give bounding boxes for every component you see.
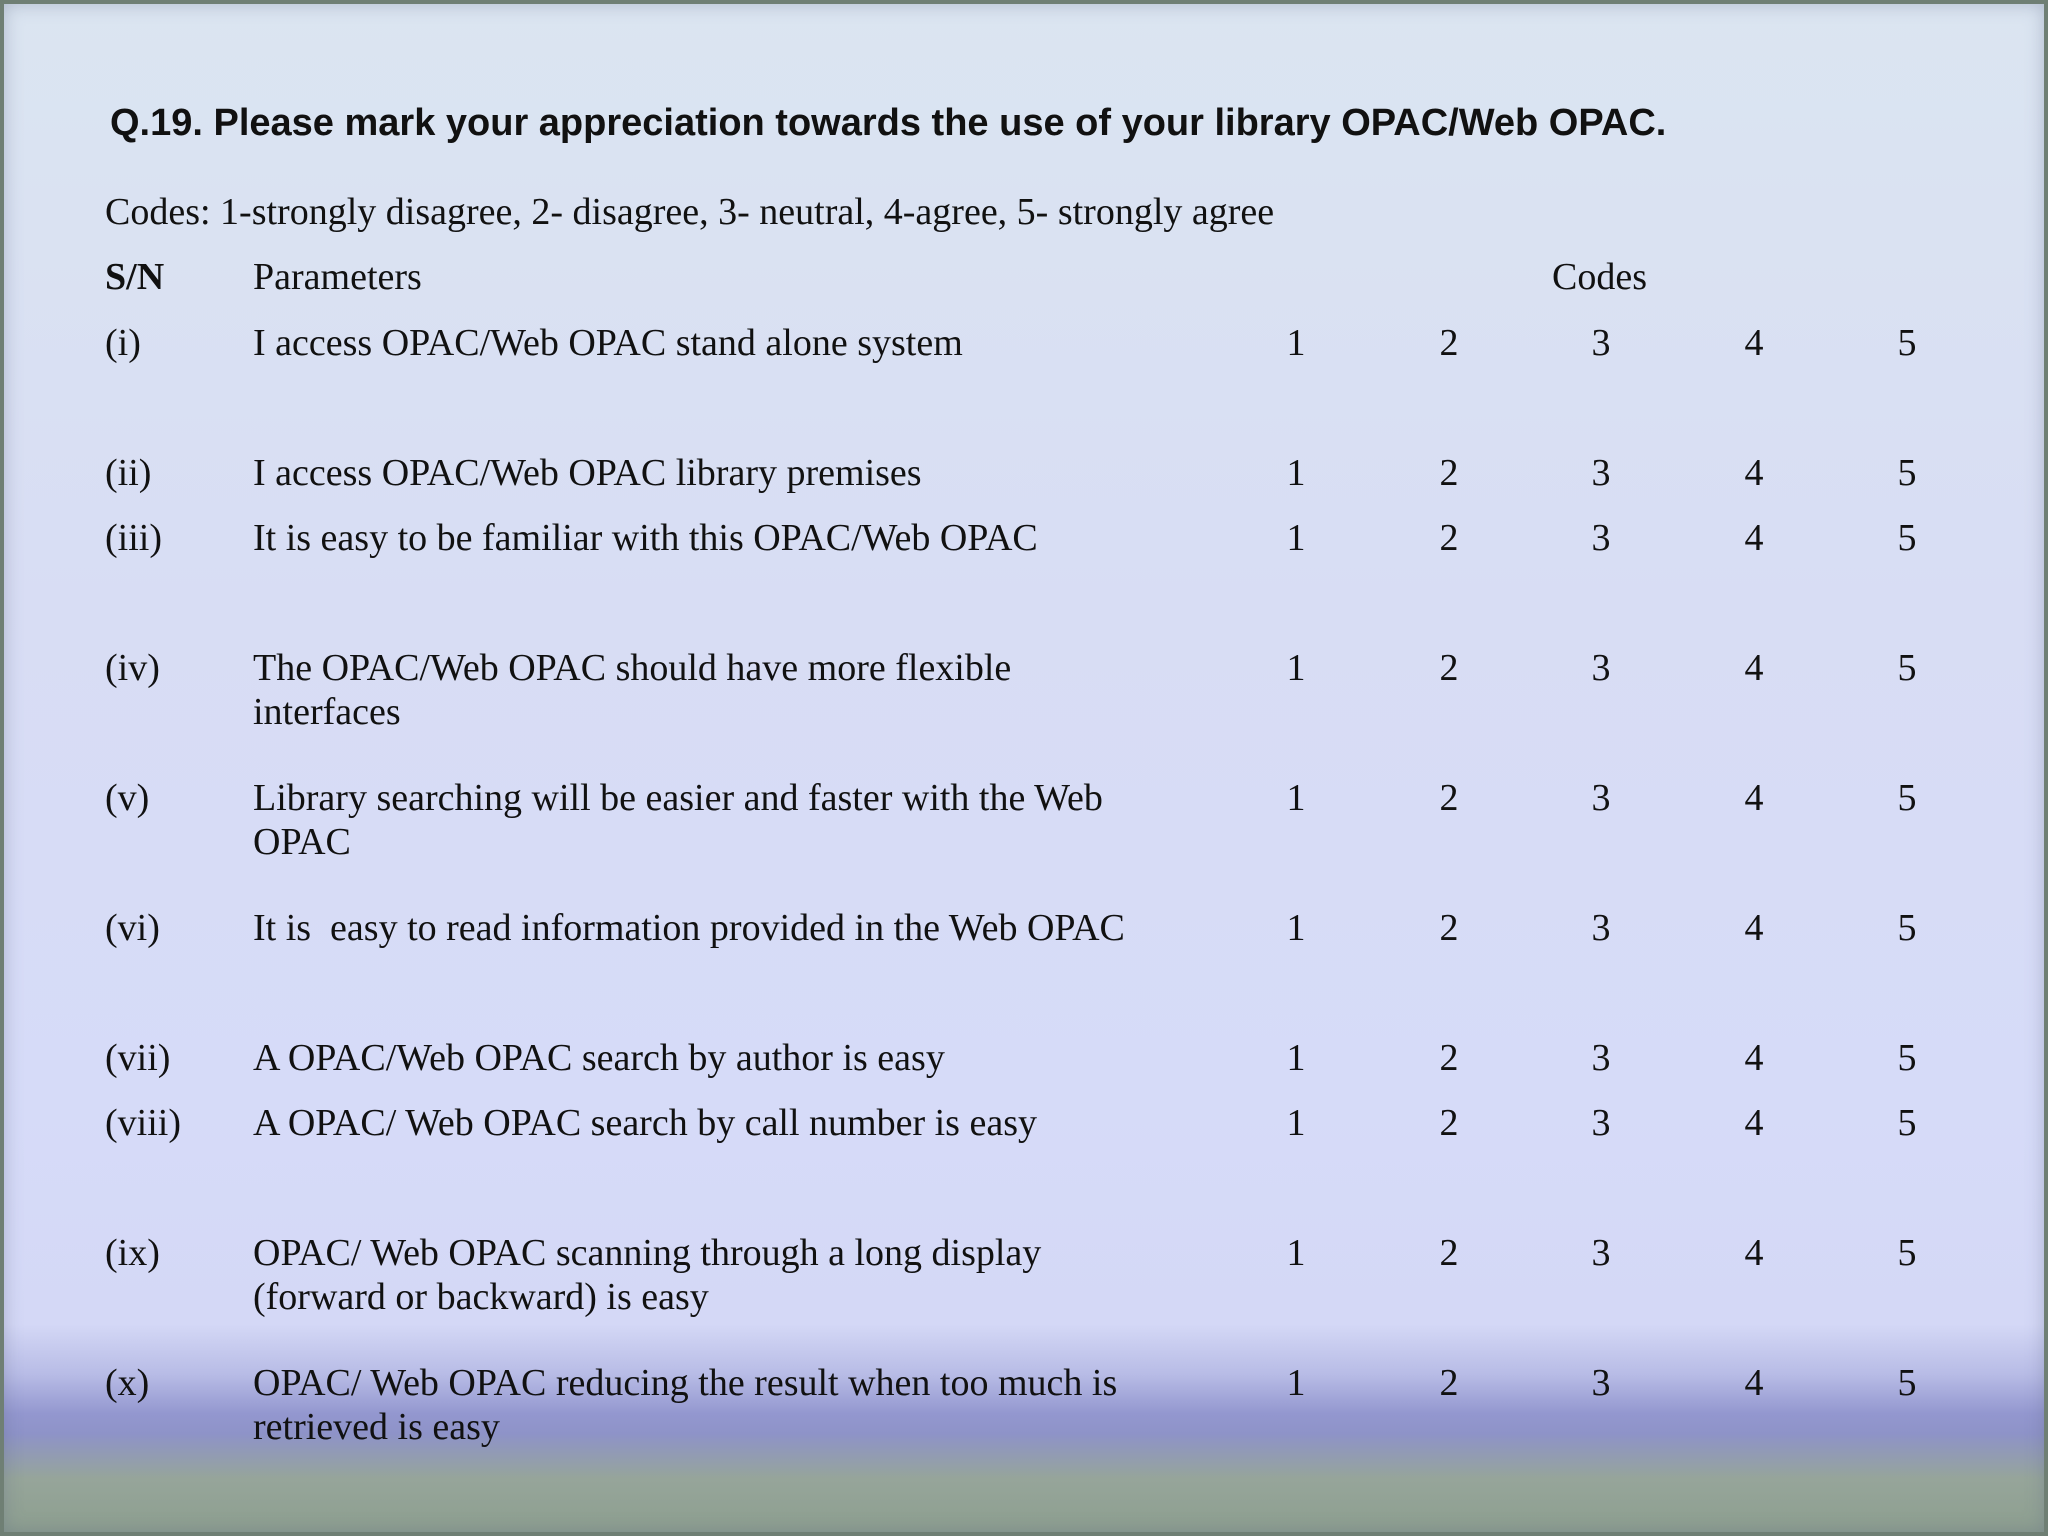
code-3[interactable]: 3 bbox=[1591, 1362, 1611, 1404]
code-3[interactable]: 3 bbox=[1591, 1102, 1611, 1144]
code-1[interactable]: 1 bbox=[1286, 517, 1306, 559]
code-4[interactable]: 4 bbox=[1744, 647, 1764, 689]
code-2[interactable]: 2 bbox=[1439, 1102, 1459, 1144]
code-1[interactable]: 1 bbox=[1286, 777, 1306, 819]
row-sn: (ix) bbox=[105, 1232, 160, 1274]
code-5[interactable]: 5 bbox=[1897, 777, 1917, 819]
row-sn: (iv) bbox=[105, 647, 160, 689]
code-5[interactable]: 5 bbox=[1897, 1362, 1917, 1404]
code-3[interactable]: 3 bbox=[1591, 777, 1611, 819]
code-2[interactable]: 2 bbox=[1439, 517, 1459, 559]
row-parameter: It is easy to read information provided in the Web OPAC bbox=[253, 907, 1125, 949]
row-parameter: OPAC/ Web OPAC scanning through a long display (forward or backward) is easy bbox=[253, 1232, 1042, 1318]
code-3[interactable]: 3 bbox=[1591, 517, 1611, 559]
code-2[interactable]: 2 bbox=[1439, 1037, 1459, 1079]
code-4[interactable]: 4 bbox=[1744, 777, 1764, 819]
code-3[interactable]: 3 bbox=[1591, 1037, 1611, 1079]
code-4[interactable]: 4 bbox=[1744, 322, 1764, 364]
code-3[interactable]: 3 bbox=[1591, 647, 1611, 689]
row-sn: (i) bbox=[105, 322, 141, 364]
code-3[interactable]: 3 bbox=[1591, 322, 1611, 364]
row-parameter: I access OPAC/Web OPAC library premises bbox=[253, 452, 922, 494]
code-5[interactable]: 5 bbox=[1897, 907, 1917, 949]
code-2[interactable]: 2 bbox=[1439, 452, 1459, 494]
row-sn: (vi) bbox=[105, 907, 160, 949]
header-sn: S/N bbox=[105, 256, 165, 298]
code-1[interactable]: 1 bbox=[1286, 907, 1306, 949]
code-2[interactable]: 2 bbox=[1439, 647, 1459, 689]
code-1[interactable]: 1 bbox=[1286, 1232, 1306, 1274]
codes-legend: Codes: 1-strongly disagree, 2- disagree, 3- neutral, 4-agree, 5- strongly agree bbox=[105, 191, 1275, 233]
code-2[interactable]: 2 bbox=[1439, 1232, 1459, 1274]
code-4[interactable]: 4 bbox=[1744, 907, 1764, 949]
row-parameter: A OPAC/ Web OPAC search by call number is easy bbox=[253, 1102, 1037, 1144]
code-3[interactable]: 3 bbox=[1591, 907, 1611, 949]
code-1[interactable]: 1 bbox=[1286, 322, 1306, 364]
code-1[interactable]: 1 bbox=[1286, 647, 1306, 689]
row-parameter: I access OPAC/Web OPAC stand alone system bbox=[253, 322, 963, 364]
code-2[interactable]: 2 bbox=[1439, 322, 1459, 364]
row-sn: (vii) bbox=[105, 1037, 171, 1079]
code-4[interactable]: 4 bbox=[1744, 517, 1764, 559]
row-sn: (x) bbox=[105, 1362, 150, 1404]
code-1[interactable]: 1 bbox=[1286, 1037, 1306, 1079]
code-4[interactable]: 4 bbox=[1744, 1037, 1764, 1079]
code-5[interactable]: 5 bbox=[1897, 647, 1917, 689]
header-codes: Codes bbox=[1552, 256, 1647, 298]
code-4[interactable]: 4 bbox=[1744, 1362, 1764, 1404]
code-4[interactable]: 4 bbox=[1744, 452, 1764, 494]
code-5[interactable]: 5 bbox=[1897, 1102, 1917, 1144]
row-parameter: The OPAC/Web OPAC should have more flexible interfaces bbox=[253, 647, 1012, 733]
row-sn: (ii) bbox=[105, 452, 152, 494]
code-5[interactable]: 5 bbox=[1897, 452, 1917, 494]
code-4[interactable]: 4 bbox=[1744, 1102, 1764, 1144]
row-parameter: OPAC/ Web OPAC reducing the result when too much is retrieved is easy bbox=[253, 1362, 1118, 1448]
row-sn: (iii) bbox=[105, 517, 162, 559]
code-3[interactable]: 3 bbox=[1591, 452, 1611, 494]
row-parameter: Library searching will be easier and faster with the Web OPAC bbox=[253, 777, 1103, 863]
code-5[interactable]: 5 bbox=[1897, 322, 1917, 364]
code-4[interactable]: 4 bbox=[1744, 1232, 1764, 1274]
code-2[interactable]: 2 bbox=[1439, 1362, 1459, 1404]
code-1[interactable]: 1 bbox=[1286, 1102, 1306, 1144]
code-1[interactable]: 1 bbox=[1286, 1362, 1306, 1404]
question-title: Q.19. Please mark your appreciation towards the use of your library OPAC/Web OPAC. bbox=[110, 102, 1667, 144]
code-5[interactable]: 5 bbox=[1897, 1037, 1917, 1079]
code-2[interactable]: 2 bbox=[1439, 907, 1459, 949]
code-2[interactable]: 2 bbox=[1439, 777, 1459, 819]
row-sn: (viii) bbox=[105, 1102, 181, 1144]
code-3[interactable]: 3 bbox=[1591, 1232, 1611, 1274]
row-sn: (v) bbox=[105, 777, 150, 819]
code-1[interactable]: 1 bbox=[1286, 452, 1306, 494]
row-parameter: A OPAC/Web OPAC search by author is easy bbox=[253, 1037, 945, 1079]
code-5[interactable]: 5 bbox=[1897, 517, 1917, 559]
header-parameters: Parameters bbox=[253, 256, 422, 298]
row-parameter: It is easy to be familiar with this OPAC/Web OPAC bbox=[253, 517, 1038, 559]
code-5[interactable]: 5 bbox=[1897, 1232, 1917, 1274]
